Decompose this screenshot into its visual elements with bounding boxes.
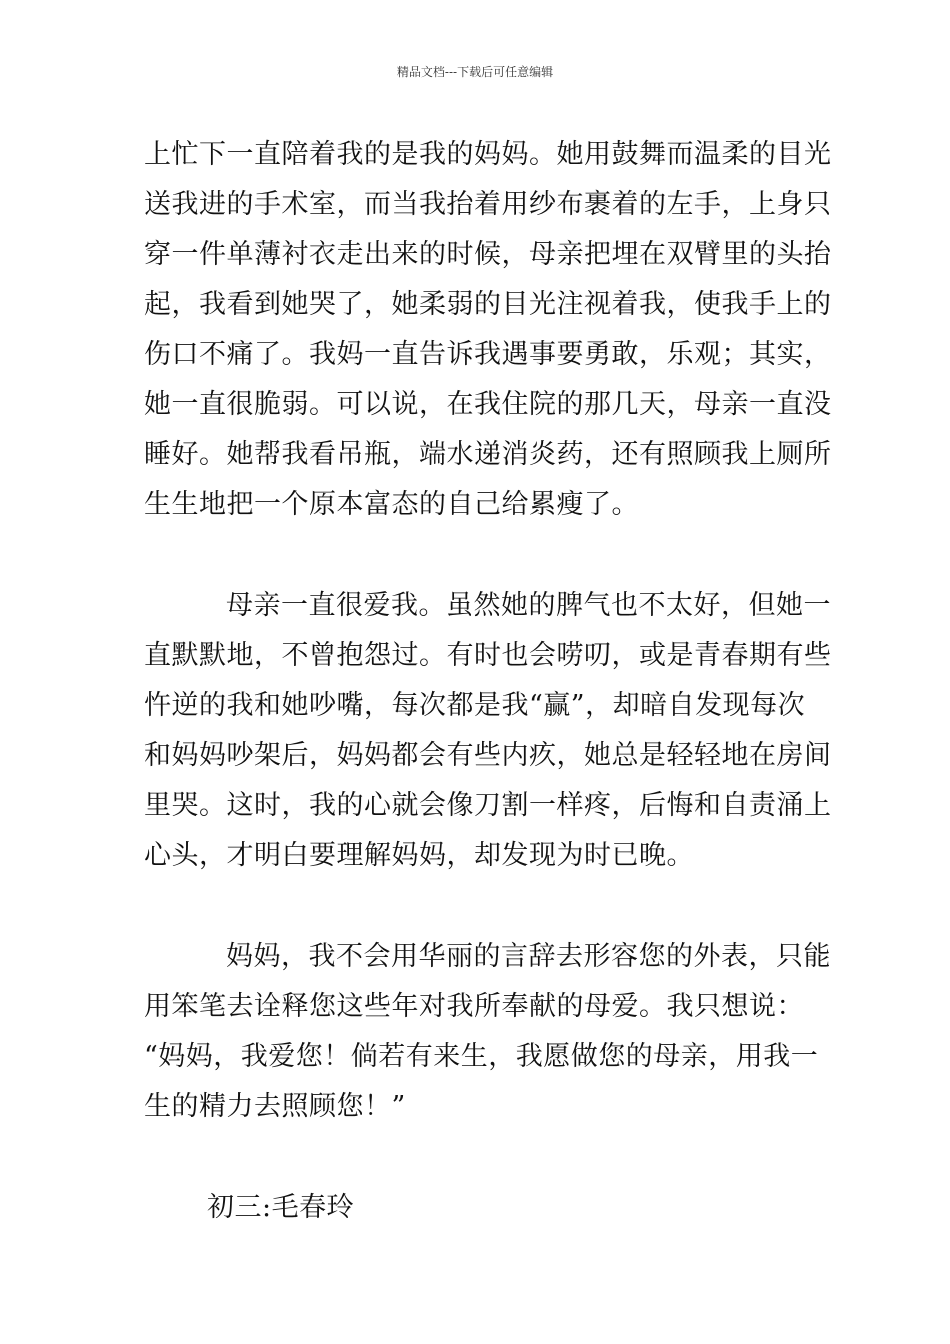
text-line: 忤逆的我和她吵嘴，每次都是我“赢”，却暗自发现每次 <box>144 690 806 721</box>
paragraph-gap <box>144 530 809 581</box>
paragraph-gap <box>144 1132 809 1183</box>
text-line: 伤口不痛了。我妈一直告诉我遇事要勇敢，乐观；其实， <box>144 339 832 370</box>
text-line: 直默默地，不曾抱怨过。有时也会唠叨，或是青春期有些 <box>144 640 832 671</box>
paragraph-gap <box>144 881 809 932</box>
text-line: 送我进的手术室，而当我抬着用纱布裹着的左手，上身只 <box>144 189 832 220</box>
document-body <box>144 130 832 1233</box>
text-line: 用笨笔去诠释您这些年对我所奉献的母爱。我只想说： <box>144 991 804 1022</box>
text-line: 里哭。这时，我的心就会像刀割一样疼，后悔和自责涌上 <box>144 790 832 821</box>
author-signature: 初三:毛春玲 <box>207 1192 355 1223</box>
text-line: 起，我看到她哭了，她柔弱的目光注视着我，使我手上的 <box>144 289 832 320</box>
text-line: 心头，才明白要理解妈妈，却发现为时已晚。 <box>144 840 694 871</box>
page-header: 精品文档---下载后可任意编辑 <box>396 65 554 79</box>
paragraph-3 <box>144 932 831 1132</box>
text-line: 上忙下一直陪着我的是我的妈妈。她用鼓舞而温柔的目光 <box>144 139 832 170</box>
paragraph-2 <box>144 581 832 881</box>
paragraph-1 <box>144 130 832 530</box>
text-line: 妈妈，我不会用华丽的言辞去形容您的外表，只能 <box>226 941 831 972</box>
text-line: 母亲一直很爱我。虽然她的脾气也不太好，但她一 <box>226 590 831 621</box>
text-line: 和妈妈吵架后，妈妈都会有些内疚，她总是轻轻地在房间 <box>144 740 832 771</box>
text-line: 生的精力去照顾您！” <box>144 1091 406 1122</box>
text-line: “妈妈，我爱您！倘若有来生，我愿做您的母亲，用我一 <box>144 1041 819 1072</box>
text-line: 睡好。她帮我看吊瓶，端水递消炎药，还有照顾我上厕所 <box>144 439 832 470</box>
text-line: 生生地把一个原本富态的自己给累瘦了。 <box>144 489 639 520</box>
text-line: 穿一件单薄衬衣走出来的时候，母亲把埋在双臂里的头抬 <box>144 239 832 270</box>
text-line: 她一直很脆弱。可以说，在我住院的那几天，母亲一直没 <box>144 389 832 420</box>
